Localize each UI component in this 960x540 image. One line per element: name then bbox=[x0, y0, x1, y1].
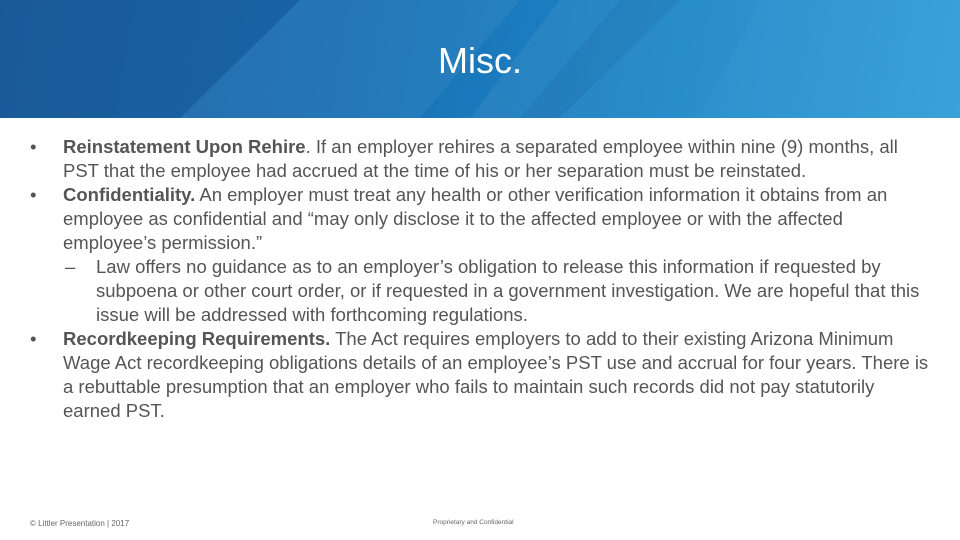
bullet-heading: Recordkeeping Requirements. bbox=[63, 328, 331, 349]
bullet-text: An employer must treat any health or other verification information it obtains from an employee as confidential and “may only disclose it to the affected employee or with the affected employee’s permission.” bbox=[63, 184, 888, 253]
bullet-text: . If an employer rehires a separated employee within nine (9) months, all PST that the employee had accrued at the time of his or her separation must be reinstated. bbox=[63, 136, 898, 181]
footer-copyright: © Littler Presentation | 2017 bbox=[30, 519, 130, 528]
bullet-list bbox=[30, 135, 935, 423]
bullet-item bbox=[30, 135, 935, 183]
sub-bullet-item bbox=[30, 255, 935, 327]
footer-confidential: Proprietary and Confidential bbox=[433, 519, 514, 526]
bullet-marker: • bbox=[30, 184, 37, 205]
bullet-text: The Act requires employers to add to their existing Arizona Minimum Wage Act recordkeeping obligations details of an employee’s PST use and accrual for four years. There is a rebuttable presumption that an employer who fails to maintain such records did not pay statutorily earned PST. bbox=[63, 328, 929, 421]
slide-title-text: Misc. bbox=[438, 40, 522, 81]
sub-bullet-text: Law offers no guidance as to an employer’s obligation to release this information if requested by subpoena or other court order, or if requested in a government investigation. We are hopeful that this issue will be addressed with forthcoming regulations. bbox=[96, 256, 920, 325]
bullet-marker: • bbox=[30, 136, 37, 157]
bullet-marker: • bbox=[30, 328, 37, 349]
bullet-item bbox=[30, 327, 935, 423]
sub-bullet-marker: – bbox=[65, 256, 76, 277]
bullet-item bbox=[30, 183, 935, 255]
slide-title bbox=[0, 40, 960, 82]
bullet-heading: Confidentiality. bbox=[63, 184, 196, 205]
bullet-heading: Reinstatement Upon Rehire bbox=[63, 136, 306, 157]
header-banner bbox=[0, 0, 960, 118]
